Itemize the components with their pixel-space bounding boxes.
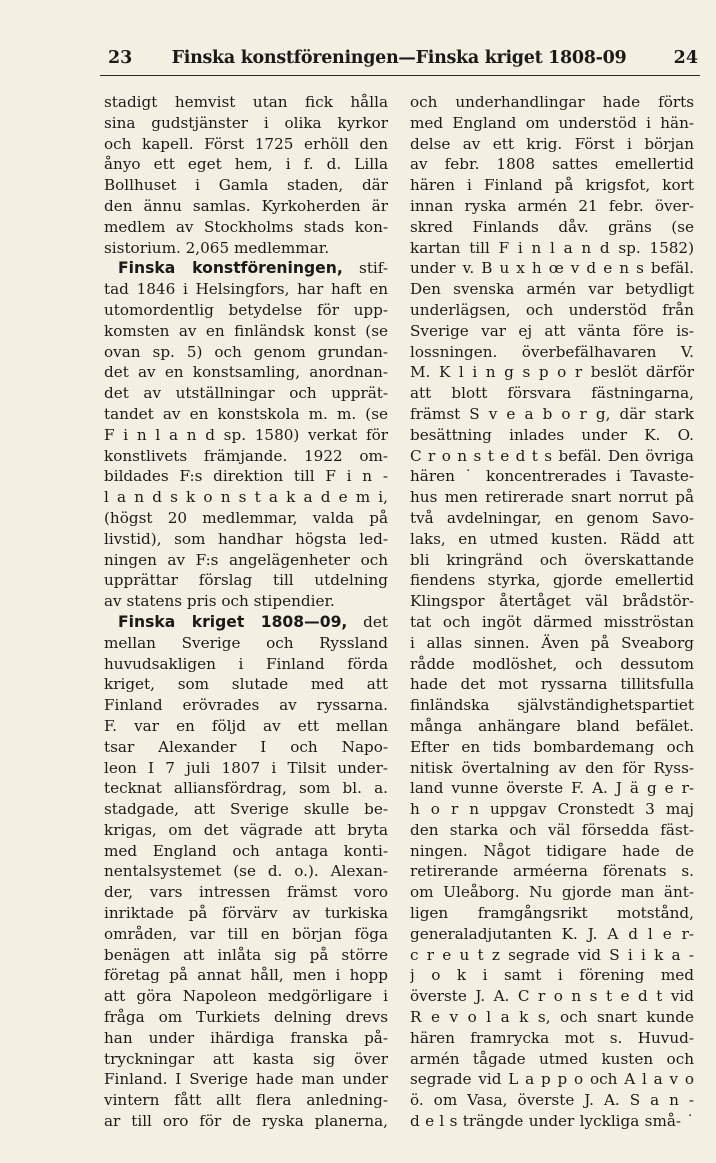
text-line: ovan sp. 5) och genom grundan-: [104, 342, 388, 361]
entry-headword: Finska konstföreningen,: [118, 259, 343, 278]
text-line: att blott försvara fästningarna,: [410, 384, 694, 403]
text-line: armén tågade utmed kusten och: [410, 1049, 694, 1068]
left-column: [104, 92, 388, 1132]
text-line: [104, 612, 388, 633]
text-line: den starka och väl försedda fäst-: [410, 820, 694, 839]
text-line: land vunne överste F. A. J ä g e r-: [410, 779, 694, 798]
text-line: R e v o l a k s, och snart kunde: [410, 1008, 694, 1027]
text-line: retirerande arméerna förenats s.: [410, 862, 694, 881]
text-line: ningen av F:s angelägenheter och: [104, 550, 388, 569]
text-line: av febr. 1808 sattes emellertid: [410, 155, 694, 174]
text-line: Den svenska armén var betydligt: [410, 280, 694, 299]
text-line: delse av ett krig. Först i början: [410, 134, 694, 153]
entry-headword: Finska kriget 1808—09,: [118, 612, 348, 631]
text-line: underlägsen, och understöd från: [410, 300, 694, 319]
text-line: och kapell. Först 1725 erhöll den: [104, 134, 388, 153]
text-line: leon I 7 juli 1807 i Tilsit under-: [104, 758, 388, 777]
text-line: huvudsakligen i Finland förda: [104, 654, 388, 673]
text-line: tat och ingöt därmed misströstan: [410, 612, 694, 631]
text-line: vintern fått allt flera anledning-: [104, 1091, 388, 1110]
running-header: [98, 48, 700, 74]
line-text: det: [347, 612, 388, 631]
text-line: under v. B u x h œ v d e n s befäl.: [410, 259, 694, 278]
text-line: livstid), som handhar högsta led-: [104, 529, 388, 548]
text-line: der, vars intressen främst voro: [104, 883, 388, 902]
text-line: F. var en följd av ett mellan: [104, 716, 388, 735]
text-line: Bollhuset i Gamla staden, där: [104, 176, 388, 195]
text-line: och underhandlingar hade förts: [410, 93, 694, 111]
text-line: laks, en utmed kusten. Rädd att: [410, 529, 694, 548]
text-line: rådde modlöshet, och dessutom: [410, 654, 694, 673]
text-line: Finland erövrades av ryssarna.: [104, 696, 388, 715]
text-line: det av en konstsamling, anordnan-: [104, 363, 388, 382]
text-line: han under ihärdiga franska på-: [104, 1028, 388, 1047]
text-line: fiendens styrka, gjorde emellertid: [410, 571, 694, 590]
text-line: M. K l i n g s p o r beslöt därför: [410, 363, 694, 382]
text-line: hären ˙ koncentrerades i Tavaste-: [410, 467, 694, 486]
header-rule: [100, 75, 700, 76]
text-line: hade det mot ryssarna tillitsfulla: [410, 675, 694, 694]
text-line: skred Finlands dåv. gräns (se: [410, 217, 694, 236]
text-line: finländska självständighetspartiet: [410, 696, 694, 715]
text-line: ningen. Något tidigare hade de: [410, 841, 694, 860]
text-line: C r o n s t e d t s befäl. Den övriga: [410, 446, 694, 465]
text-line: hären framrycka mot s. Huvud-: [410, 1028, 694, 1047]
text-line: Sverige var ej att vänta före is-: [410, 321, 694, 340]
text-line: stadigt hemvist utan fick hålla: [104, 93, 388, 111]
text-line: komsten av en finländsk konst (se: [104, 321, 388, 340]
text-line: innan ryska armén 21 febr. över-: [410, 196, 694, 215]
text-line: nentalsystemet (se d. o.). Alexan-: [104, 862, 388, 881]
text-line: utomordentlig betydelse för upp-: [104, 300, 388, 319]
text-line: krigas, om det vägrade att bryta: [104, 820, 388, 839]
text-line: med England om understöd i hän-: [410, 113, 694, 132]
text-line: konstlivets främjande. 1922 om-: [104, 446, 388, 465]
text-line: Efter en tids bombardemang och: [410, 737, 694, 756]
text-line: områden, var till en början föga: [104, 924, 388, 943]
text-line: den ännu samlas. Kyrkoherden är: [104, 196, 388, 215]
text-line: (högst 20 medlemmar, valda på: [104, 508, 388, 527]
text-line: nitisk övertalning av den för Ryss-: [410, 758, 694, 777]
text-line: sistorium. 2,065 medlemmar.: [104, 238, 330, 257]
page-number-left: 23: [108, 48, 133, 68]
text-line: l a n d s k o n s t a k a d e m i,: [104, 488, 388, 507]
right-column: [410, 92, 694, 1132]
text-line: två avdelningar, en genom Savo-: [410, 508, 694, 527]
text-line: tandet av en konstskola m. m. (se: [104, 404, 388, 423]
text-line: överste J. A. C r o n s t e d t vid: [410, 987, 694, 1006]
text-line: ö. om Vasa, överste J. A. S a n -: [410, 1091, 694, 1110]
line-text: stif-: [342, 259, 388, 278]
text-line: sina gudstjänster i olika kyrkor: [104, 113, 388, 132]
text-line: bli kringränd och överskattande: [410, 550, 694, 569]
text-line: tryckningar att kasta sig över: [104, 1049, 388, 1068]
text-line: d e l s trängde under lyckliga små- ˙: [410, 1112, 694, 1131]
text-line: främst S v e a b o r g, där stark: [410, 404, 694, 423]
text-line: stadgade, att Sverige skulle be-: [104, 800, 388, 819]
text-line: h o r n uppgav Cronstedt 3 maj: [410, 800, 694, 819]
text-line: ånyo ett eget hem, i f. d. Lilla: [104, 155, 388, 174]
text-line: kartan till F i n l a n d sp. 1582): [410, 238, 694, 257]
text-line: benägen att inlåta sig på större: [104, 945, 388, 964]
text-line: tsar Alexander I och Napo-: [104, 737, 388, 756]
text-line: Finland. I Sverige hade man under: [104, 1070, 388, 1089]
text-line: tad 1846 i Helsingfors, har haft en: [104, 280, 388, 299]
text-line: Klingspor återtåget väl brådstör-: [410, 592, 694, 611]
text-line: att göra Napoleon medgörligare i: [104, 987, 388, 1006]
text-line: ar till oro för de ryska planerna,: [104, 1112, 388, 1131]
text-line: det av utställningar och upprät-: [104, 384, 388, 403]
text-line: F i n l a n d sp. 1580) verkat för: [104, 425, 388, 444]
text-line: av statens pris och stipendier.: [104, 592, 335, 611]
text-line: bildades F:s direktion till F i n -: [104, 467, 388, 486]
text-line: segrade vid L a p p o och A l a v o: [410, 1070, 694, 1089]
text-line: ligen framgångsrikt motstånd,: [410, 904, 694, 923]
text-line: hus men retirerade snart norrut på: [410, 488, 694, 507]
text-line: j o k i samt i förening med: [410, 966, 694, 985]
text-line: med England och antaga konti-: [104, 841, 388, 860]
text-line: om Uleåborg. Nu gjorde man änt-: [410, 883, 694, 902]
text-line: lossningen. överbefälhavaren V.: [410, 342, 694, 361]
text-line: besättning inlades under K. O.: [410, 425, 694, 444]
text-line: fråga om Turkiets delning drevs: [104, 1008, 388, 1027]
text-line: mellan Sverige och Ryssland: [104, 633, 388, 652]
text-line: inriktade på förvärv av turkiska: [104, 904, 388, 923]
text-line: många anhängare bland befälet.: [410, 716, 694, 735]
text-line: c r e u t z segrade vid S i i k a -: [410, 945, 694, 964]
text-line: kriget, som slutade med att: [104, 675, 388, 694]
text-line: tecknat alliansfördrag, som bl. a.: [104, 779, 388, 798]
text-line: [104, 258, 388, 279]
text-line: i allas sinnen. Även på Sveaborg: [410, 633, 694, 652]
text-line: hären i Finland på krigsfot, kort: [410, 176, 694, 195]
text-line: generaladjutanten K. J. A d l e r-: [410, 924, 694, 943]
text-line: upprättar förslag till utdelning: [104, 571, 388, 590]
running-title: Finska konstföreningen—Finska kriget 1808-09: [171, 48, 627, 68]
text-line: företag på annat håll, men i hopp: [104, 966, 388, 985]
text-line: medlem av Stockholms stads kon-: [104, 217, 388, 236]
page-number-right: 24: [673, 48, 698, 68]
